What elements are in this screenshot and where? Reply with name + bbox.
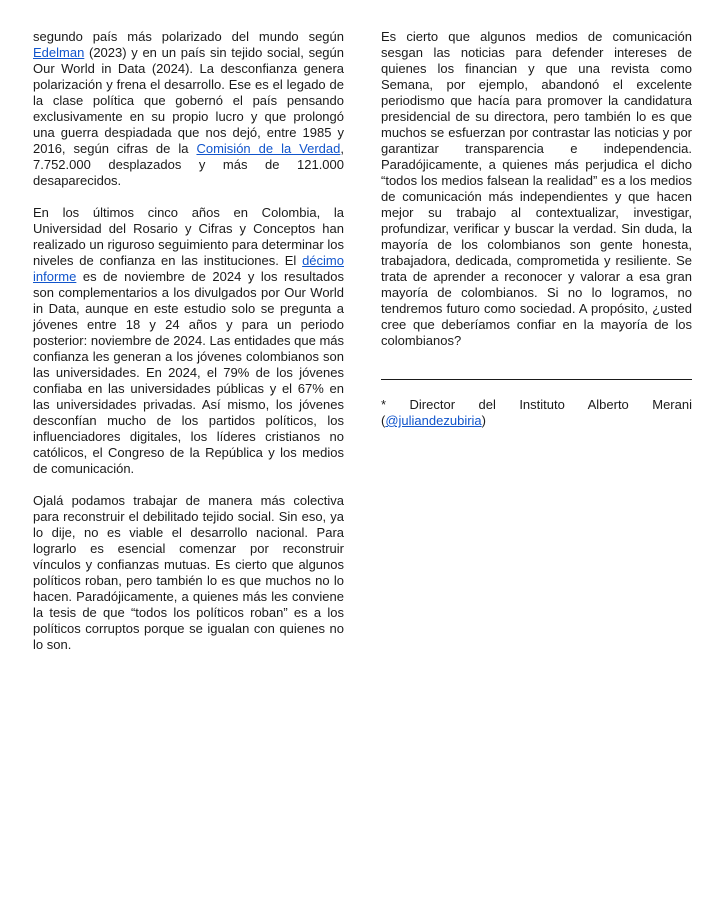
paragraph-polarization [33,29,344,189]
comision-verdad-link[interactable]: Comisión de la Verdad [196,141,341,156]
twitter-handle-link[interactable]: @juliandezubiria [385,413,482,428]
text-run: (2023) y en un país sin tejido social, según Our World in Data (2024). La desconfianza genera polarización y frena el desarrollo. Ese es el legado de la clase política que gobernó el país pensando exclusivamente en su propio lucro y que prolongó una guerra despiadada que nos dejó, entre 1985 y 2016, según cifras de la [33,45,344,156]
decimo-informe-link[interactable]: décimo informe [33,253,344,284]
right-column [381,29,692,429]
left-column [33,29,344,653]
paragraph-gap [33,189,344,205]
paragraph-media: Es cierto que algunos medios de comunicación sesgan las noticias para defender intereses de quienes los financian y que una revista como Semana, por ejemplo, abandonó el excelente periodismo que hacía para promover la candidatura presidencial de su directora, pero también lo es que muchos se esfuerzan por contrastar las noticias y por garantizar transparencia e independencia. Paradójicamente, a quienes más perjudica el dicho “todos los medios falsean la realidad” es a los medios de comunicación más independientes y que hacen mejor su trabajo al contextualizar, investigar, profundizar, verificar y buscar la verdad. Sin duda, la mayoría de los colombianos son gente honesta, trabajadora, dedicada, comprometida y resiliente. Se trata de aprender a reconocer y valorar a esa gran mayoría de colombianos. Si no lo logramos, no tendremos futuro como sociedad. A propósito, ¿usted cree que deberíamos confiar en la mayoría de los colombianos? [381,29,692,348]
text-run: En los últimos cinco años en Colombia, la Universidad del Rosario y Cifras y Conceptos han realizado un riguroso seguimiento para determinar los niveles de confianza en las instituciones. El [33,205,344,268]
text-run: es de noviembre de 2024 y los resultados son complementarios a los divulgados por Our World in Data, aunque en este estudio solo se pregunta a jóvenes entre 18 y 24 años y para un periodo posterior: noviembre de 2024. Las entidades que más confianza les generan a los jóvenes colombianos son las universidades. En 2024, el 79% de los jóvenes confiaba en las universidades públicas y el 67% en las universidades privadas. Así mismo, los jóvenes desconfían mucho de los partidos políticos, los influenciadores digitales, los líderes cristianos no católicos, el Congreso de la República y los medios de comunicación. [33,269,344,476]
footnote-divider [381,379,692,380]
paragraph-gap [33,477,344,493]
paragraph-trust-survey [33,205,344,477]
edelman-link[interactable]: Edelman [33,45,85,60]
text-run: segundo país más polarizado del mundo según [33,29,344,44]
author-footnote [381,397,692,429]
text-run: , 7.752.000 desplazados y más de 121.000 desaparecidos. [33,141,344,188]
text-run: * Director del Instituto Alberto Merani ( [381,397,692,428]
text-run: ) [481,413,486,428]
paragraph-social-fabric: Ojalá podamos trabajar de manera más colectiva para reconstruir el debilitado tejido social. Sin eso, ya lo dije, no es viable el desarrollo nacional. Para lograrlo es esencial comenzar por reconstruir vínculos y confianzas mutuas. Es cierto que algunos políticos roban, pero también lo es que muchos no lo hacen. Paradójicamente, a quienes más les conviene la tesis de que “todos los políticos roban” es a los políticos corruptos porque se igualan con quienes no lo son. [33,493,344,652]
